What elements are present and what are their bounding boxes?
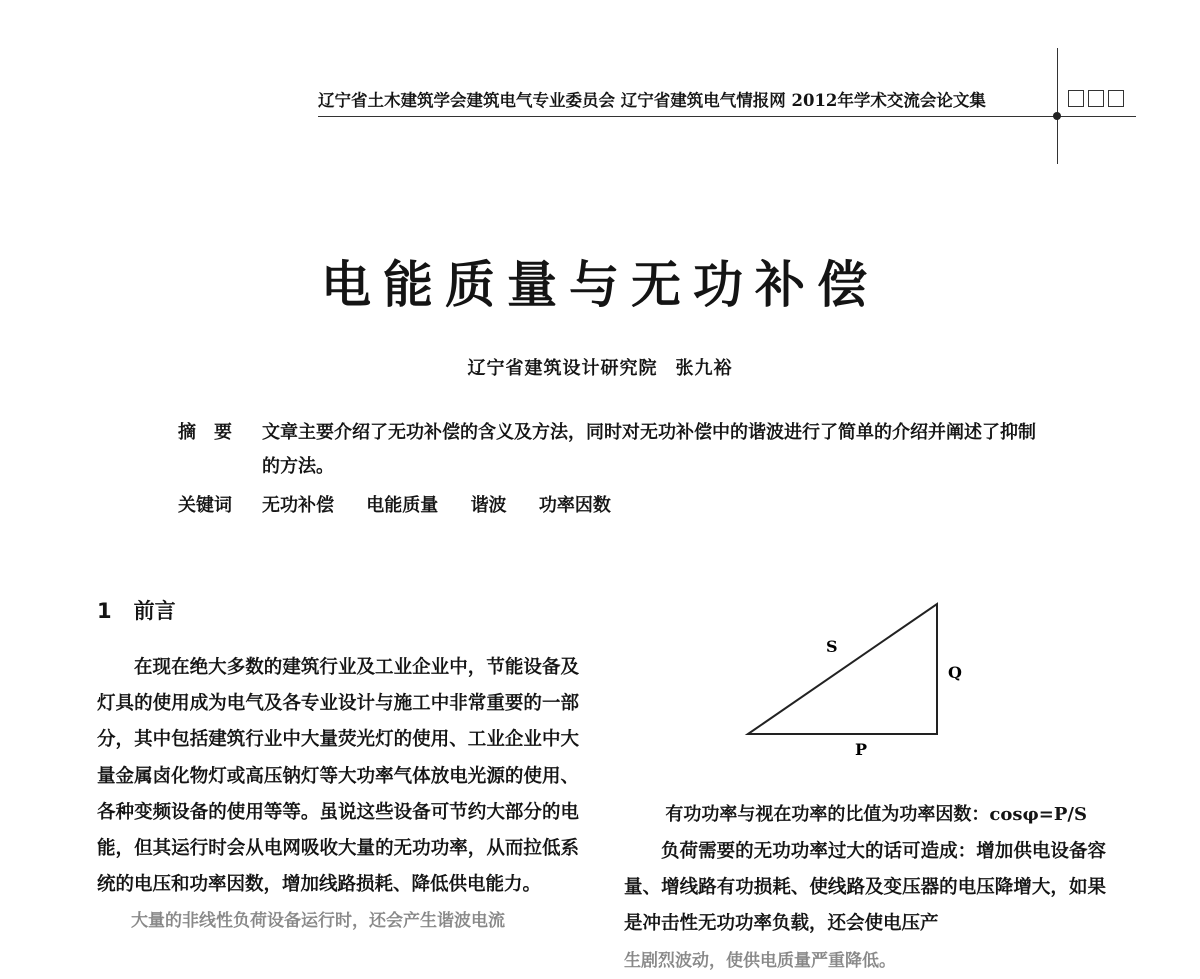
body-paragraph: 在现在绝大多数的建筑行业及工业企业中，节能设备及灯具的使用成为电气及各专业设计与施工中非常重要的一部分，其中包括建筑行业中大量荧光灯的使用、工业企业中大量金属卤化物灯或高压钠灯等大功率气体放电光源的使用、各种变频设备的使用等等。虽说这些设备可节约大部分的电能，但其运行时会从电网吸收大量的无功功率，从而拉低系统的电压和功率因数，增加线路损耗、降低供电能力。	[97, 657, 579, 896]
header-rule	[318, 116, 1136, 117]
section-number: 1	[97, 599, 112, 623]
header-dot	[1053, 112, 1061, 120]
label-q: Q	[948, 663, 962, 682]
running-header: 辽宁省土木建筑学会建筑电气专业委员会 辽宁省建筑电气情报网 2012年学术交流会论文集	[318, 91, 986, 110]
label-s: S	[826, 637, 838, 656]
power-factor-sentence: 有功功率与视在功率的比值为功率因数：cosφ=P/S	[665, 804, 1087, 825]
page-mark-box	[1088, 90, 1104, 107]
body-paragraph: 负荷需要的无功功率过大的话可造成：增加供电设备容量、增线路有功损耗、使线路及变压器的电压降增大，如果是冲击性无功功率负载，还会使电压产	[624, 841, 1106, 935]
power-triangle-diagram	[740, 598, 980, 762]
keyword: 谐波	[470, 495, 507, 516]
page-number-boxes	[1068, 90, 1124, 112]
header-vertical-rule	[1057, 48, 1058, 164]
author-line	[0, 355, 1200, 383]
abstract-text: 文章主要介绍了无功补偿的含义及方法，同时对无功补偿中的谐波进行了简单的介绍并阐述了抑制的方法。	[262, 422, 1036, 477]
keyword: 功率因数	[538, 495, 611, 516]
affiliation: 辽宁省建筑设计研究院	[467, 358, 658, 379]
keywords-list	[262, 489, 637, 523]
left-column-body	[97, 650, 579, 940]
body-paragraph-partial: 大量的非线性负荷设备运行时，还会产生谐波电流	[131, 911, 505, 932]
keyword: 无功补偿	[262, 495, 334, 516]
page-mark-box	[1068, 90, 1084, 107]
abstract-label: 摘要	[178, 422, 250, 443]
keyword: 电能质量	[366, 495, 439, 516]
section-title: 前言	[133, 599, 176, 623]
author-name: 张九裕	[675, 358, 733, 379]
label-p: P	[855, 740, 868, 759]
triangle-shape	[748, 604, 937, 734]
body-paragraph-partial: 生剧烈波动，使供电质量严重降低。	[624, 950, 896, 971]
keywords-label: 关键词	[178, 495, 232, 516]
section-heading	[97, 594, 176, 628]
page-mark-box	[1108, 90, 1124, 107]
article-title: 电能质量与无功补偿	[321, 256, 879, 314]
right-column-body	[624, 834, 1106, 979]
